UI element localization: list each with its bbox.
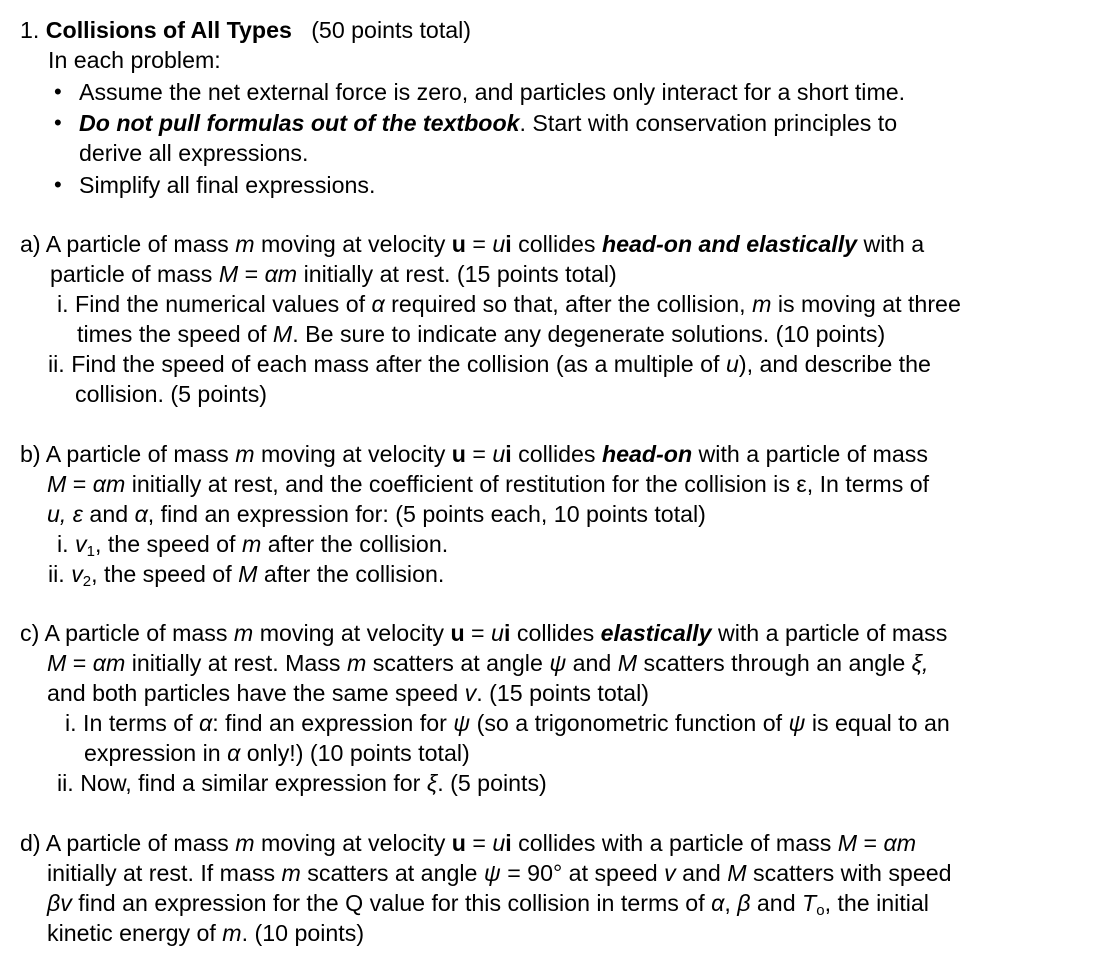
problem-points: (50 points total): [311, 17, 472, 43]
part-a-i-line-2: times the speed of M. Be sure to indicate any degenerate solutions. (10 points): [77, 321, 886, 347]
bullet-1: Assume the net external force is zero, and particles only interact for a short time.: [79, 79, 906, 105]
part-c-i-line-2: expression in α only!) (10 points total): [84, 740, 470, 766]
bullet-dot: •: [54, 110, 62, 135]
part-d-line-4: kinetic energy of m. (10 points): [47, 920, 365, 946]
part-b-i: i. $v_1$, the speed of m after the collision.: [57, 531, 449, 560]
bullet-2-text: . Start with conservation principles to: [519, 110, 898, 136]
part-a-line-2: particle of mass M = αm initially at rest. (15 points total): [50, 261, 617, 287]
bullet-2-emphasis: Do not pull formulas out of the textbook: [79, 110, 520, 136]
part-c-i-line-1: i. In terms of α: find an expression for ψ (so a trigonometric function of ψ is equal to an: [65, 710, 950, 736]
problem-intro: In each problem:: [48, 47, 221, 73]
part-a-line-1: a) A particle of mass m moving at velocity u = ui collides head-on and elastically with a: [20, 231, 925, 257]
bullet-2: [79, 108, 897, 138]
part-b-line-1: b) A particle of mass m moving at velocity u = ui collides head-on with a particle of mass: [20, 441, 928, 467]
part-a-ii-line-2: collision. (5 points): [75, 381, 268, 407]
problem-number: 1.: [20, 17, 40, 43]
part-d-line-1: d) A particle of mass m moving at velocity u = ui collides with a particle of mass M = αm: [20, 830, 917, 856]
bullet-dot: •: [54, 172, 62, 197]
bullet-3: Simplify all final expressions.: [79, 172, 376, 198]
part-d-line-2: initially at rest. If mass m scatters at angle ψ = 90° at speed v and M scatters with speed: [47, 860, 952, 886]
bullet-dot: •: [54, 79, 62, 104]
part-c-ii: ii. Now, find a similar expression for ξ. (5 points): [57, 770, 547, 796]
problem-header: [20, 15, 471, 45]
part-b-line-2: M = αm initially at rest, and the coefficient of restitution for the collision is ε, In terms of: [47, 471, 930, 497]
part-b-ii: ii. $v_2$, the speed of M after the collision.: [48, 561, 445, 590]
bullet-2-cont: derive all expressions.: [79, 140, 309, 166]
problem-title: Collisions of All Types: [45, 17, 292, 43]
part-a-i-line-1: i. Find the numerical values of α required so that, after the collision, m is moving at three: [57, 291, 961, 317]
part-c-line-3: and both particles have the same speed v. (15 points total): [47, 680, 649, 706]
part-b-line-3: u, ε and α, find an expression for: (5 points each, 10 points total): [47, 501, 706, 527]
part-c-line-1: c) A particle of mass m moving at velocity u = ui collides elastically with a particle of mass: [20, 620, 948, 646]
part-d-line-3: βv find an expression for the Q value for this collision in terms of α, β and $T_o$, the initial: [47, 890, 929, 919]
part-c-line-2: M = αm initially at rest. Mass m scatters at angle ψ and M scatters through an angle ξ,: [47, 650, 929, 676]
part-a-ii-line-1: ii. Find the speed of each mass after the collision (as a multiple of u), and describe the: [48, 351, 931, 377]
